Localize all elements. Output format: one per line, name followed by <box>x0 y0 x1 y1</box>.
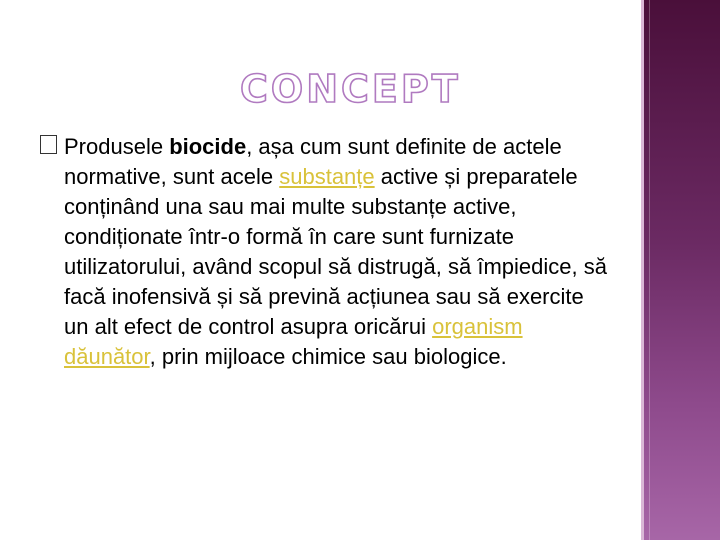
substante-link[interactable]: substanțe <box>279 164 375 189</box>
decorative-side-panel <box>641 0 720 540</box>
paragraph-text-1: Produsele <box>64 134 170 159</box>
slide-title: CONCEPT <box>240 67 461 111</box>
paragraph-text-4: , prin mijloace chimice sau biologice. <box>149 344 507 369</box>
square-bullet-icon <box>40 135 57 154</box>
paragraph-text-2: , așa cum sunt definite de actele normative, sunt acele <box>64 134 562 189</box>
paragraph-bold-term: biocide <box>169 134 247 159</box>
organism-daunator-link[interactable]: organism dăunător <box>64 314 523 369</box>
paragraph-text-3: active și preparatele conținând una sau mai multe substanțe active, condiționate într-o formă în care sunt furnizate utilizatorului, având scopul să distrugă, să împiedice, să facă inofensivă și să prevină acțiunea sau să exercite un alt efect de control asupra oricărui <box>64 164 607 339</box>
body-paragraph <box>64 132 609 372</box>
